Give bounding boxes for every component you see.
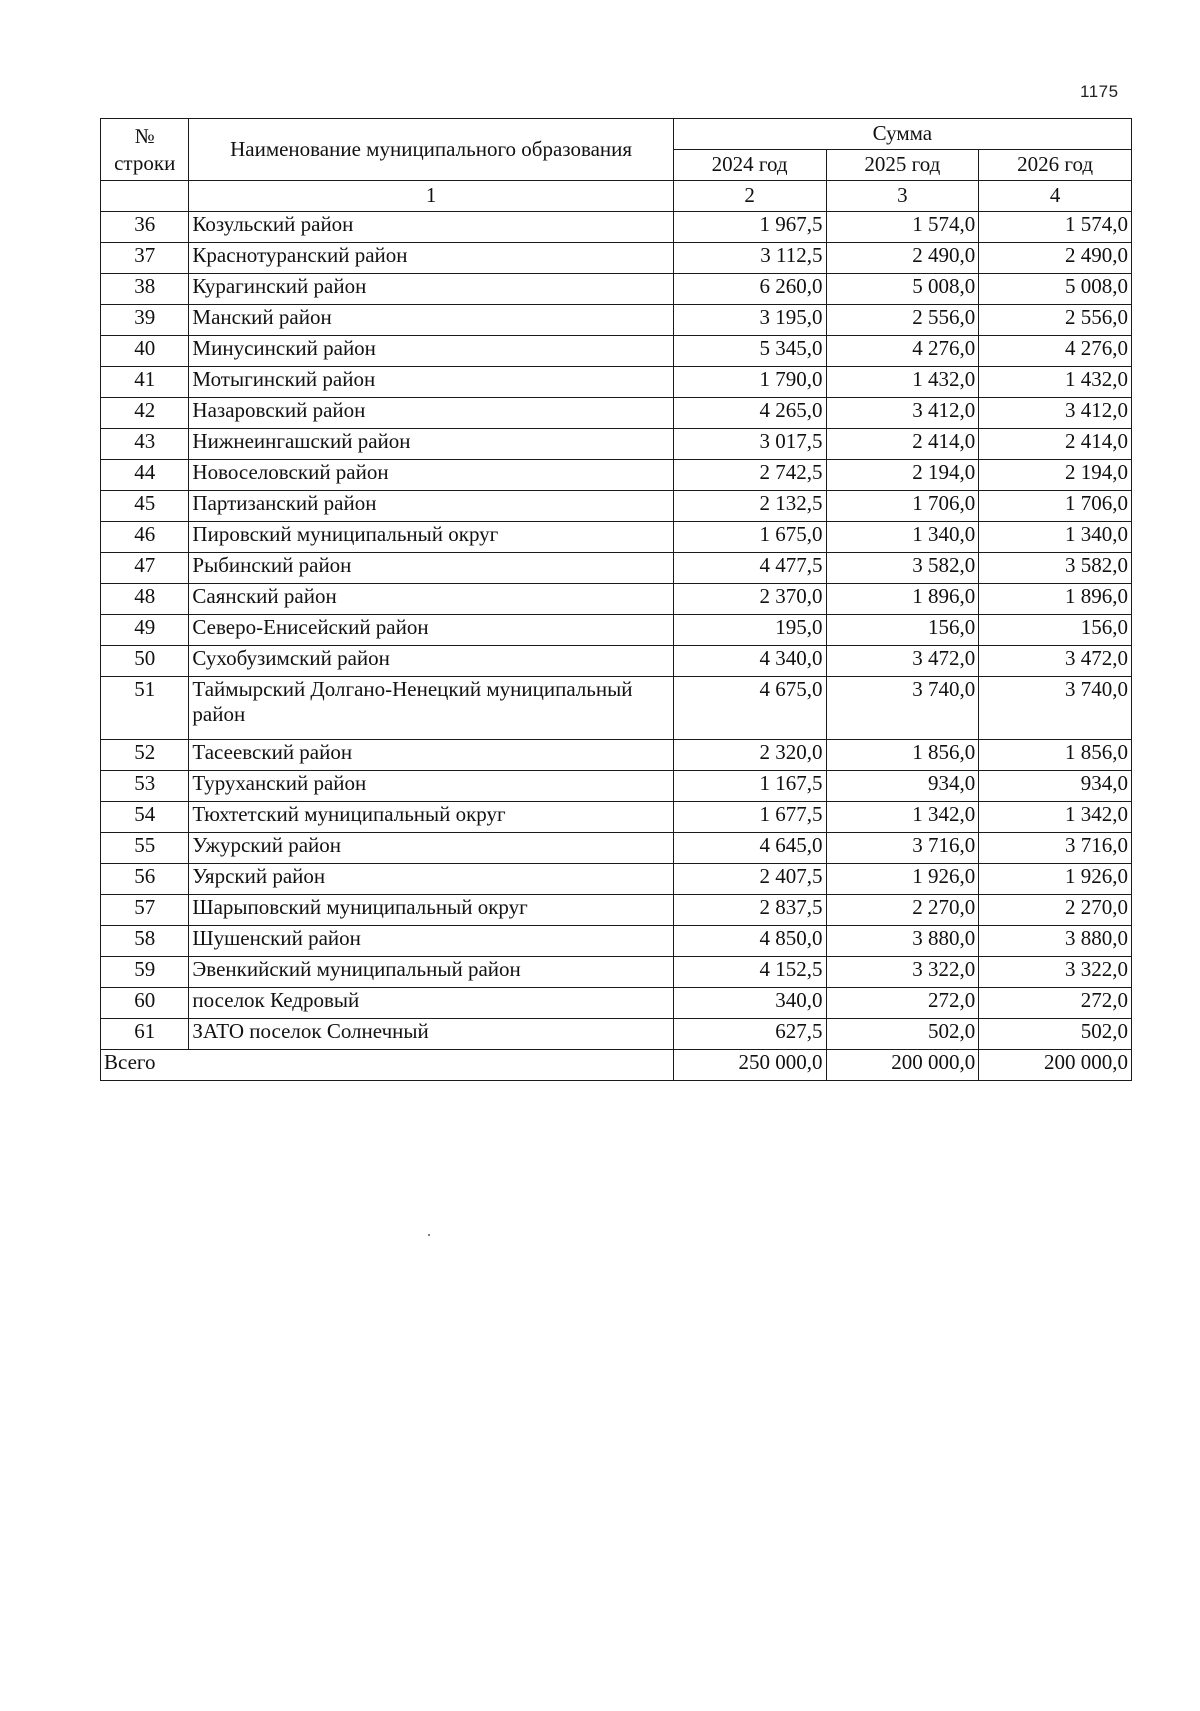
total-row (101, 1050, 1132, 1081)
total-2025: 200 000,0 (826, 1050, 979, 1081)
table-row (101, 1019, 1132, 1050)
amount-2026: 1 432,0 (979, 367, 1132, 398)
amount-2026: 1 706,0 (979, 491, 1132, 522)
amount-2024: 195,0 (673, 615, 826, 646)
municipality-name: Северо-Енисейский район (189, 615, 673, 646)
row-number: 41 (101, 367, 189, 398)
amount-2025: 1 342,0 (826, 802, 979, 833)
year-header-2025: 2025 год (826, 150, 979, 181)
amount-2025: 156,0 (826, 615, 979, 646)
amount-2024: 2 370,0 (673, 584, 826, 615)
table-row (101, 833, 1132, 864)
municipality-name: Козульский район (189, 212, 673, 243)
amount-2026: 1 926,0 (979, 864, 1132, 895)
amount-2026: 1 340,0 (979, 522, 1132, 553)
column-index-4: 4 (979, 181, 1132, 212)
amount-2025: 3 716,0 (826, 833, 979, 864)
table-header (101, 119, 1132, 212)
row-number-header-line1: № (134, 124, 155, 149)
table-row (101, 336, 1132, 367)
municipality-name: Пировский муниципальный округ (189, 522, 673, 553)
amount-2024: 4 340,0 (673, 646, 826, 677)
amount-2024: 4 477,5 (673, 553, 826, 584)
amount-2025: 2 414,0 (826, 429, 979, 460)
amount-2024: 3 112,5 (673, 243, 826, 274)
municipality-name: ЗАТО поселок Солнечный (189, 1019, 673, 1050)
municipality-name: Партизанский район (189, 491, 673, 522)
amount-2025: 2 194,0 (826, 460, 979, 491)
amount-2026: 4 276,0 (979, 336, 1132, 367)
amount-2026: 3 582,0 (979, 553, 1132, 584)
municipality-name: Манский район (189, 305, 673, 336)
amount-2024: 1 790,0 (673, 367, 826, 398)
amount-2025: 3 582,0 (826, 553, 979, 584)
row-number: 48 (101, 584, 189, 615)
total-label: Всего (101, 1050, 674, 1081)
page-number: 1175 (1080, 82, 1119, 101)
amount-2025: 1 926,0 (826, 864, 979, 895)
column-index-1: 1 (189, 181, 673, 212)
amount-2024: 3 195,0 (673, 305, 826, 336)
amount-2026: 2 490,0 (979, 243, 1132, 274)
row-number: 38 (101, 274, 189, 305)
amount-2024: 340,0 (673, 988, 826, 1019)
municipality-name: Назаровский район (189, 398, 673, 429)
table-row (101, 677, 1132, 740)
municipality-name: Новоселовский район (189, 460, 673, 491)
amount-2026: 3 412,0 (979, 398, 1132, 429)
amount-2024: 2 837,5 (673, 895, 826, 926)
table-row (101, 367, 1132, 398)
amount-2024: 1 167,5 (673, 771, 826, 802)
column-index-2: 2 (673, 181, 826, 212)
table-row (101, 212, 1132, 243)
row-number: 39 (101, 305, 189, 336)
municipality-name: Минусинский район (189, 336, 673, 367)
row-number: 45 (101, 491, 189, 522)
row-number: 54 (101, 802, 189, 833)
row-number: 40 (101, 336, 189, 367)
column-index-3: 3 (826, 181, 979, 212)
table-row (101, 243, 1132, 274)
row-number: 58 (101, 926, 189, 957)
amount-2025: 272,0 (826, 988, 979, 1019)
amount-2025: 1 856,0 (826, 740, 979, 771)
table-row (101, 522, 1132, 553)
amount-2025: 1 706,0 (826, 491, 979, 522)
amount-2026: 934,0 (979, 771, 1132, 802)
amount-2026: 1 342,0 (979, 802, 1132, 833)
amount-2026: 2 270,0 (979, 895, 1132, 926)
municipality-name: Тюхтетский муниципальный округ (189, 802, 673, 833)
amount-2024: 6 260,0 (673, 274, 826, 305)
table-row (101, 895, 1132, 926)
row-number: 50 (101, 646, 189, 677)
amount-2024: 4 152,5 (673, 957, 826, 988)
row-number: 36 (101, 212, 189, 243)
municipality-name: Таймырский Долгано-Ненецкий муниципальный район (189, 677, 673, 740)
amount-2025: 1 574,0 (826, 212, 979, 243)
amount-2024: 2 742,5 (673, 460, 826, 491)
row-number: 51 (101, 677, 189, 740)
amount-2025: 3 740,0 (826, 677, 979, 740)
amount-2024: 4 265,0 (673, 398, 826, 429)
row-number: 42 (101, 398, 189, 429)
amount-2024: 627,5 (673, 1019, 826, 1050)
amount-2024: 1 675,0 (673, 522, 826, 553)
row-number: 44 (101, 460, 189, 491)
year-header-2024: 2024 год (673, 150, 826, 181)
amount-2026: 3 716,0 (979, 833, 1132, 864)
table-row (101, 988, 1132, 1019)
municipality-name: Краснотуранский район (189, 243, 673, 274)
table-row (101, 491, 1132, 522)
amount-2026: 272,0 (979, 988, 1132, 1019)
amount-2025: 3 412,0 (826, 398, 979, 429)
amount-2024: 4 645,0 (673, 833, 826, 864)
year-header-2026: 2026 год (979, 150, 1132, 181)
row-number: 60 (101, 988, 189, 1019)
amount-2026: 3 880,0 (979, 926, 1132, 957)
municipality-name: Шушенский район (189, 926, 673, 957)
table-row (101, 460, 1132, 491)
municipality-name: Нижнеингашский район (189, 429, 673, 460)
row-number: 56 (101, 864, 189, 895)
row-number: 61 (101, 1019, 189, 1050)
amount-2026: 2 194,0 (979, 460, 1132, 491)
total-2024: 250 000,0 (673, 1050, 826, 1081)
municipality-name: Уярский район (189, 864, 673, 895)
amount-2025: 3 322,0 (826, 957, 979, 988)
municipality-name: Туруханский район (189, 771, 673, 802)
table-row (101, 429, 1132, 460)
amount-2024: 2 407,5 (673, 864, 826, 895)
amount-2025: 934,0 (826, 771, 979, 802)
municipality-name: Курагинский район (189, 274, 673, 305)
row-number: 59 (101, 957, 189, 988)
amount-2024: 4 850,0 (673, 926, 826, 957)
municipality-name: Сухобузимский район (189, 646, 673, 677)
total-2026: 200 000,0 (979, 1050, 1132, 1081)
municipality-name: Эвенкийский муниципальный район (189, 957, 673, 988)
amount-2025: 2 490,0 (826, 243, 979, 274)
table-row (101, 615, 1132, 646)
table-row (101, 305, 1132, 336)
municipality-name: Рыбинский район (189, 553, 673, 584)
scan-speck (428, 1234, 430, 1236)
municipality-name: Шарыповский муниципальный округ (189, 895, 673, 926)
municipality-name: Тасеевский район (189, 740, 673, 771)
amount-2026: 3 322,0 (979, 957, 1132, 988)
table-row (101, 802, 1132, 833)
amount-2026: 2 556,0 (979, 305, 1132, 336)
amount-2025: 4 276,0 (826, 336, 979, 367)
row-number: 52 (101, 740, 189, 771)
amount-2025: 2 556,0 (826, 305, 979, 336)
table-row (101, 398, 1132, 429)
amount-2025: 2 270,0 (826, 895, 979, 926)
column-index-row (101, 181, 1132, 212)
table-body (101, 212, 1132, 1050)
table-row (101, 584, 1132, 615)
amount-2024: 5 345,0 (673, 336, 826, 367)
row-number-header (101, 119, 189, 181)
name-header: Наименование муниципального образования (189, 119, 673, 181)
table-row (101, 771, 1132, 802)
row-number: 43 (101, 429, 189, 460)
row-number: 57 (101, 895, 189, 926)
amount-2024: 2 132,5 (673, 491, 826, 522)
amount-2024: 1 677,5 (673, 802, 826, 833)
amount-2025: 3 880,0 (826, 926, 979, 957)
amount-2024: 1 967,5 (673, 212, 826, 243)
amount-2025: 1 432,0 (826, 367, 979, 398)
amount-2026: 502,0 (979, 1019, 1132, 1050)
amount-2025: 502,0 (826, 1019, 979, 1050)
amount-2026: 3 740,0 (979, 677, 1132, 740)
table-row (101, 274, 1132, 305)
municipality-name: Мотыгинский район (189, 367, 673, 398)
table-row (101, 740, 1132, 771)
row-number: 46 (101, 522, 189, 553)
allocation-table (100, 118, 1132, 1081)
amount-2026: 1 856,0 (979, 740, 1132, 771)
amount-2026: 2 414,0 (979, 429, 1132, 460)
amount-2024: 2 320,0 (673, 740, 826, 771)
table-row (101, 646, 1132, 677)
sum-header: Сумма (673, 119, 1131, 150)
amount-2026: 3 472,0 (979, 646, 1132, 677)
amount-2026: 1 574,0 (979, 212, 1132, 243)
table-row (101, 957, 1132, 988)
amount-2025: 1 896,0 (826, 584, 979, 615)
municipality-name: Ужурский район (189, 833, 673, 864)
municipality-name: поселок Кедровый (189, 988, 673, 1019)
amount-2025: 5 008,0 (826, 274, 979, 305)
municipality-name: Саянский район (189, 584, 673, 615)
table-row (101, 864, 1132, 895)
amount-2026: 156,0 (979, 615, 1132, 646)
row-number: 55 (101, 833, 189, 864)
amount-2024: 3 017,5 (673, 429, 826, 460)
column-index-0 (101, 181, 189, 212)
table-row (101, 553, 1132, 584)
row-number: 37 (101, 243, 189, 274)
table-row (101, 926, 1132, 957)
amount-2025: 3 472,0 (826, 646, 979, 677)
row-number: 53 (101, 771, 189, 802)
amount-2026: 1 896,0 (979, 584, 1132, 615)
row-number: 47 (101, 553, 189, 584)
amount-2024: 4 675,0 (673, 677, 826, 740)
amount-2025: 1 340,0 (826, 522, 979, 553)
amount-2026: 5 008,0 (979, 274, 1132, 305)
row-number-header-line2: строки (114, 150, 176, 175)
row-number: 49 (101, 615, 189, 646)
